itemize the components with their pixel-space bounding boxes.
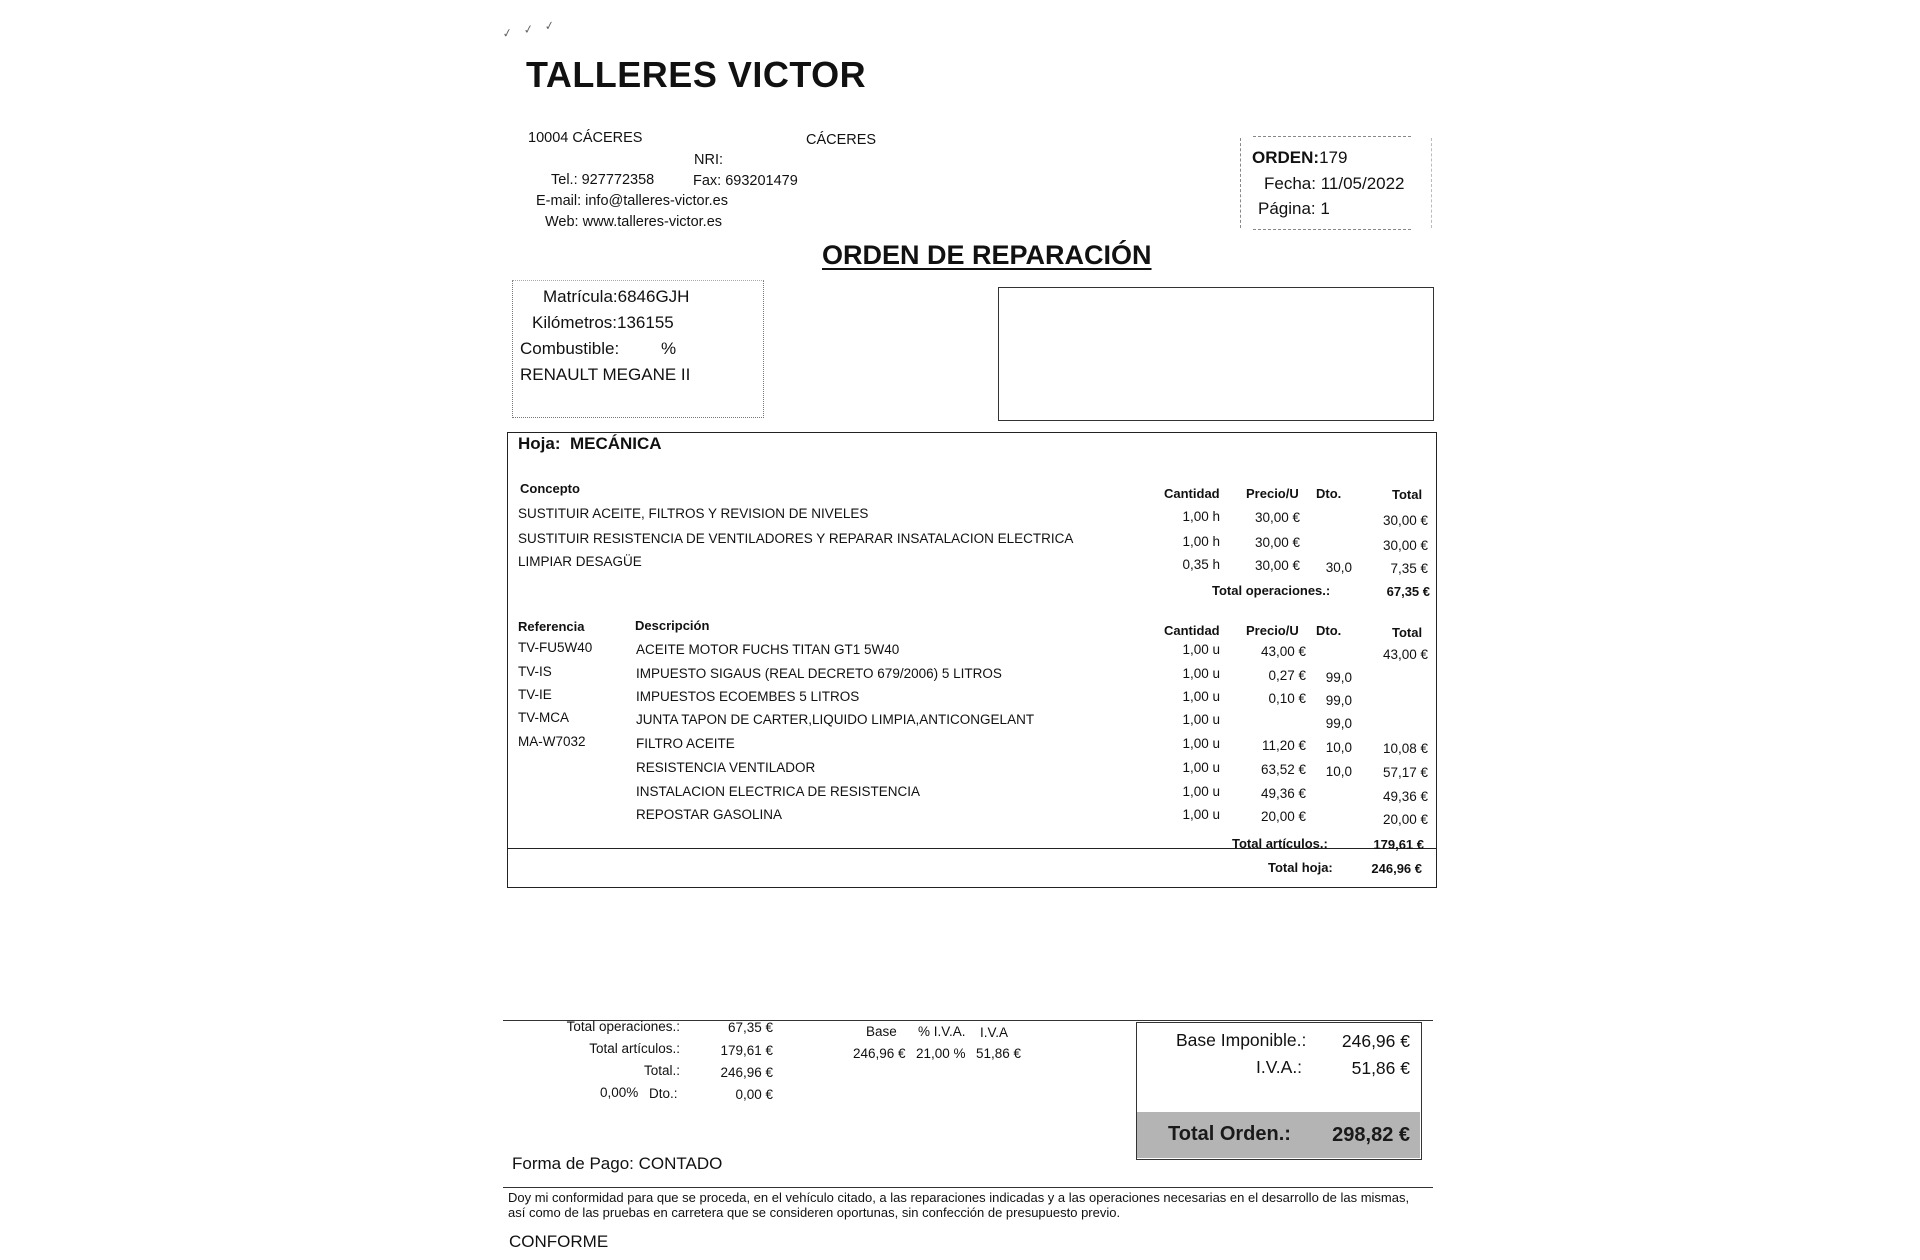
- operation-quantity: 1,00 h: [1182, 509, 1220, 524]
- operation-unit-price: 30,00 €: [1254, 558, 1300, 573]
- col-descripcion: Descripción: [635, 618, 710, 633]
- vat-value: 51,86 €: [976, 1046, 1022, 1061]
- iva-label: I.V.A.:: [1256, 1057, 1303, 1077]
- footer-divider: [503, 1187, 1433, 1188]
- col-referencia: Referencia: [518, 619, 585, 634]
- article-total: 49,36 €: [1382, 789, 1428, 804]
- vehicle-fuel-percent: %: [661, 339, 677, 358]
- summary-ops-label: Total operaciones.:: [566, 1019, 680, 1034]
- article-reference: TV-FU5W40: [518, 640, 593, 655]
- total-order-value: 298,82 €: [1332, 1124, 1410, 1146]
- operation-total: 7,35 €: [1390, 561, 1428, 576]
- article-description: ACEITE MOTOR FUCHS TITAN GT1 5W40: [636, 642, 900, 657]
- blank-notes-box: [998, 287, 1434, 421]
- total-order-label: Total Orden.:: [1168, 1123, 1291, 1145]
- article-quantity: 1,00 u: [1182, 666, 1220, 681]
- vehicle-km: Kilómetros:136155: [532, 313, 674, 332]
- operation-quantity: 1,00 h: [1182, 534, 1220, 549]
- base-imponible-value: 246,96 €: [1341, 1031, 1410, 1051]
- consent-disclaimer: Doy mi conformidad para que se proceda, en el vehículo citado, a las reparaciones indicadas y a las operaciones necesarias en el desarrollo de las mismas, así como de las pruebas en carretera que se consideren oportunas, sin confección de presupuesto previo.: [508, 1190, 1410, 1220]
- conforme-signature-label: CONFORME: [509, 1232, 609, 1251]
- article-quantity: 1,00 u: [1182, 642, 1220, 657]
- payment-method: [512, 1154, 722, 1174]
- article-unit-price: 0,27 €: [1268, 668, 1306, 683]
- summary-dto-label: Dto.:: [649, 1086, 678, 1101]
- col-dto-art: Dto.: [1316, 623, 1342, 638]
- order-date: Fecha: 11/05/2022: [1264, 174, 1405, 193]
- vehicle-plate: Matrícula:6846GJH: [543, 287, 690, 306]
- vat-base-header: Base: [866, 1024, 897, 1039]
- operation-quantity: 0,35 h: [1182, 557, 1220, 572]
- article-quantity: 1,00 u: [1182, 807, 1220, 822]
- col-concepto: Concepto: [520, 481, 580, 496]
- article-discount: 10,0: [1325, 740, 1352, 755]
- summary-total-label: Total.:: [643, 1063, 680, 1078]
- vehicle-fuel: Combustible:: [520, 339, 620, 358]
- operation-total: 30,00 €: [1382, 513, 1428, 528]
- article-discount: 99,0: [1325, 670, 1352, 685]
- order-number: [1252, 148, 1347, 168]
- total-operations-value: 67,35 €: [1386, 584, 1430, 599]
- email: E-mail: info@talleres-victor.es: [536, 193, 728, 209]
- sheet-value: MECÁNICA: [569, 434, 662, 453]
- article-unit-price: 0,10 €: [1268, 691, 1306, 706]
- vat-base-value: 246,96 €: [853, 1046, 906, 1061]
- handwritten-marks: ✓ ✓ ✓: [501, 17, 560, 41]
- total-operations-label: Total operaciones.:: [1212, 583, 1331, 598]
- col-total: Total: [1392, 487, 1423, 502]
- article-quantity: 1,00 u: [1182, 689, 1220, 704]
- article-quantity: 1,00 u: [1182, 784, 1220, 799]
- article-total: 10,08 €: [1382, 741, 1428, 756]
- article-description: JUNTA TAPON DE CARTER,LIQUIDO LIMPIA,ANTICONGELANT: [636, 712, 1035, 727]
- article-description: REPOSTAR GASOLINA: [636, 807, 783, 822]
- province: CÁCERES: [806, 132, 877, 148]
- article-description: FILTRO ACEITE: [636, 736, 735, 751]
- operation-discount: 30,0: [1325, 560, 1352, 575]
- col-precio: Precio/U: [1246, 486, 1299, 501]
- operation-concept: SUSTITUIR RESISTENCIA DE VENTILADORES Y REPARAR INSATALACION ELECTRICA: [518, 531, 1074, 546]
- article-unit-price: 43,00 €: [1260, 644, 1306, 659]
- article-unit-price: 11,20 €: [1261, 738, 1306, 753]
- article-reference: TV-IE: [518, 687, 552, 702]
- order-number-label: ORDEN:: [1252, 148, 1320, 167]
- company-name: TALLERES VICTOR: [526, 54, 867, 95]
- total-sheet-label: Total hoja:: [1268, 860, 1333, 875]
- vehicle-model: RENAULT MEGANE II: [520, 365, 691, 384]
- article-description: IMPUESTO SIGAUS (REAL DECRETO 679/2006) 5 LITROS: [636, 666, 1002, 681]
- summary-total-value: 246,96 €: [720, 1065, 773, 1080]
- col-total-art: Total: [1392, 625, 1423, 640]
- operation-concept: LIMPIAR DESAGÜE: [518, 554, 642, 569]
- col-precio-art: Precio/U: [1246, 623, 1299, 638]
- sheet-label: Hoja:: [518, 434, 561, 453]
- article-unit-price: 63,52 €: [1260, 762, 1306, 777]
- website: Web: www.talleres-victor.es: [545, 214, 723, 230]
- summary-dto-value: 0,00 €: [735, 1087, 773, 1102]
- article-discount: 99,0: [1325, 693, 1352, 708]
- nri-label: NRI:: [694, 152, 723, 168]
- article-reference: TV-MCA: [518, 710, 570, 725]
- iva-total-value: 51,86 €: [1351, 1058, 1410, 1078]
- operation-concept: SUSTITUIR ACEITE, FILTROS Y REVISION DE NIVELES: [518, 506, 869, 521]
- article-quantity: 1,00 u: [1182, 760, 1220, 775]
- payment-method-value: CONTADO: [638, 1154, 723, 1173]
- col-cantidad-art: Cantidad: [1164, 623, 1220, 638]
- article-reference: MA-W7032: [518, 734, 586, 749]
- summary-dto-percent: 0,00%: [600, 1085, 639, 1100]
- operation-unit-price: 30,00 €: [1254, 510, 1300, 525]
- article-unit-price: 20,00 €: [1260, 809, 1306, 824]
- article-description: IMPUESTOS ECOEMBES 5 LITROS: [636, 689, 860, 704]
- col-dto: Dto.: [1316, 486, 1342, 501]
- article-total: 43,00 €: [1382, 647, 1428, 662]
- total-articles-value: 179,61 €: [1373, 837, 1424, 852]
- col-cantidad: Cantidad: [1164, 486, 1220, 501]
- payment-method-label: Forma de Pago:: [512, 1154, 634, 1173]
- operation-unit-price: 30,00 €: [1254, 535, 1300, 550]
- order-page: Página: 1: [1258, 199, 1330, 218]
- vat-percent-header: % I.V.A.: [918, 1024, 966, 1039]
- vat-percent-value: 21,00 %: [916, 1046, 966, 1061]
- total-sheet-value: 246,96 €: [1371, 861, 1422, 876]
- telephone: Tel.: 927772358: [551, 172, 655, 188]
- vat-header: I.V.A: [980, 1025, 1009, 1040]
- page-title: ORDEN DE REPARACIÓN: [822, 240, 1152, 270]
- article-reference: TV-IS: [518, 664, 552, 679]
- article-discount: 99,0: [1325, 716, 1352, 731]
- article-unit-price: 49,36 €: [1260, 786, 1306, 801]
- fax: Fax: 693201479: [693, 173, 798, 189]
- article-total: 20,00 €: [1382, 812, 1428, 827]
- summary-ops-value: 67,35 €: [727, 1020, 773, 1035]
- summary-art-label: Total artículos.:: [589, 1041, 680, 1056]
- base-imponible-label: Base Imponible.:: [1176, 1030, 1307, 1050]
- article-discount: 10,0: [1325, 764, 1352, 779]
- article-total: 57,17 €: [1382, 765, 1428, 780]
- sheet-title: [518, 434, 662, 454]
- operation-total: 30,00 €: [1382, 538, 1428, 553]
- article-description: INSTALACION ELECTRICA DE RESISTENCIA: [636, 784, 921, 799]
- postcode-city: 10004 CÁCERES: [528, 130, 643, 146]
- article-quantity: 1,00 u: [1182, 712, 1220, 727]
- article-description: RESISTENCIA VENTILADOR: [636, 760, 816, 775]
- article-quantity: 1,00 u: [1182, 736, 1220, 751]
- total-articles-label: Total artículos.:: [1232, 836, 1328, 851]
- summary-art-value: 179,61 €: [720, 1043, 773, 1058]
- order-number-value: 179: [1319, 148, 1348, 167]
